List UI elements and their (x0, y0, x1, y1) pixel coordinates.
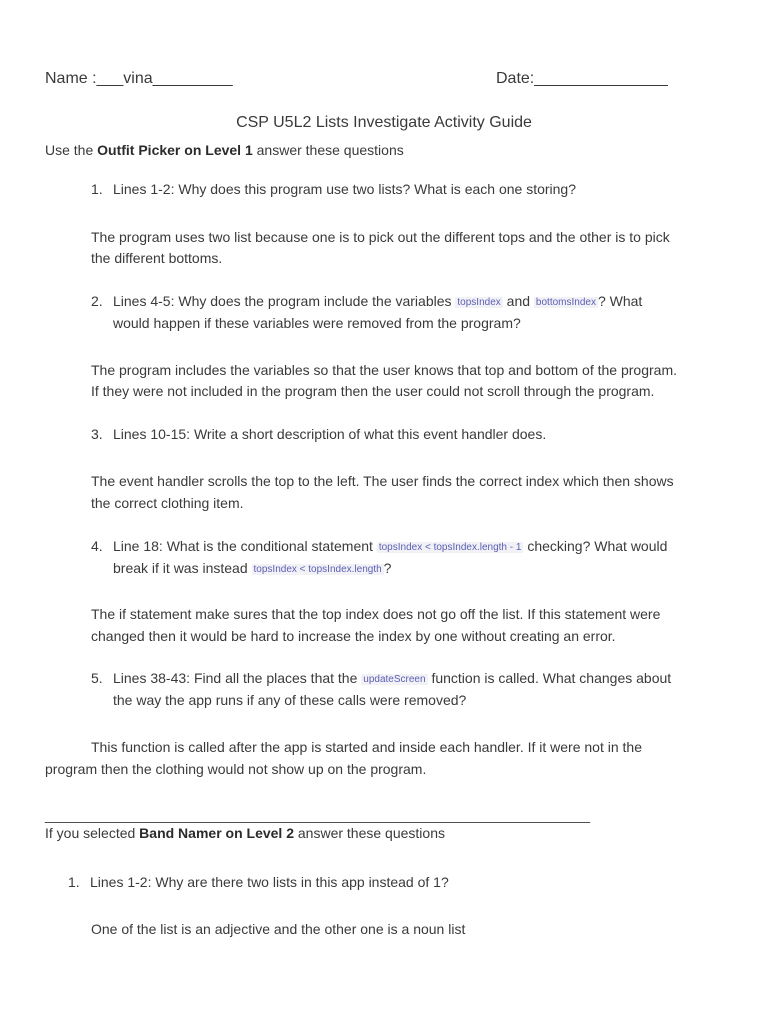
question-2-pre: Lines 4-5: Why does the program include the variables (113, 293, 456, 309)
answer-4-line-1: The if statement make sures that the top index does not go off the list. If this statement were (91, 606, 661, 622)
section1-intro (45, 139, 404, 161)
question-5-number: 5. (91, 670, 103, 686)
question-4-post: checking? What would (523, 538, 668, 554)
question-1-text: Lines 1-2: Why does this program use two lists? What is each one storing? (113, 181, 576, 197)
answer-4-line-2: changed then it would be hard to increase the index by one without creating an error. (91, 628, 616, 644)
question-1-number: 1. (91, 181, 103, 197)
section2-intro (45, 822, 445, 844)
question-4-line-2-post: ? (383, 560, 392, 576)
answer-2-line-2: If they were not included in the program then the user could not scroll through the program. (91, 383, 655, 399)
section1-intro-pre: Use the (45, 142, 98, 158)
section1-intro-post: answer these questions (252, 142, 404, 158)
section-divider: ______________________________________________________________________ (45, 807, 591, 823)
question-2 (91, 290, 642, 314)
code-tops-index: topsIndex (457, 297, 501, 308)
question-2-mid: and (502, 293, 534, 309)
name-field: Name :___vina_________ (45, 70, 233, 87)
question-2-number: 2. (91, 293, 103, 309)
answer-5-line-2: program then the clothing would not show up on the program. (45, 761, 427, 777)
answer-2-line-1: The program includes the variables so that the user knows that top and bottom of the program. (91, 362, 677, 378)
question-2-line-2: would happen if these variables were removed from the program? (113, 315, 521, 331)
question-3-number: 3. (91, 426, 103, 442)
code-bottoms-index: bottomsIndex (535, 297, 596, 308)
section2-intro-post: answer these questions (294, 825, 445, 841)
answer-3-line-2: the correct clothing item. (91, 495, 244, 511)
band-question-1-number: 1. (68, 874, 80, 890)
band-question-1 (68, 871, 449, 893)
question-4-number: 4. (91, 538, 103, 554)
question-5-line-2: the way the app runs if any of these calls were removed? (113, 692, 467, 708)
question-5-pre: Lines 38-43: Find all the places that the (113, 670, 362, 686)
answer-1-line-2: the different bottoms. (91, 250, 223, 266)
question-4-line-2 (113, 557, 391, 581)
section2-intro-bold: Band Namer on Level 2 (139, 825, 294, 841)
question-4-line-2-pre: break if it was instead (113, 560, 252, 576)
answer-1-line-1: The program uses two list because one is to pick out the different tops and the other is to pick (91, 229, 670, 245)
question-5 (91, 667, 671, 691)
answer-5-line-1: This function is called after the app is started and inside each handler. If it were not in the (91, 739, 642, 755)
question-3-text: Lines 10-15: Write a short description of what this event handler does. (113, 426, 547, 442)
answer-3-line-1: The event handler scrolls the top to the left. The user finds the correct index which then shows (91, 473, 674, 489)
code-update-screen: updateScreen (363, 674, 426, 685)
code-conditional-1: topsIndex < topsIndex.length - 1 (378, 542, 522, 553)
question-4 (91, 535, 667, 559)
question-3 (91, 423, 546, 445)
question-5-post: function is called. What changes about (427, 670, 672, 686)
band-answer-1: One of the list is an adjective and the other one is a noun list (91, 921, 466, 937)
date-field: Date:_______________ (496, 70, 668, 87)
question-1 (91, 178, 576, 200)
code-conditional-2: topsIndex < topsIndex.length (253, 564, 382, 575)
question-4-pre: Line 18: What is the conditional statement (113, 538, 377, 554)
section2-intro-pre: If you selected (45, 825, 140, 841)
band-question-1-text: Lines 1-2: Why are there two lists in this app instead of 1? (90, 874, 449, 890)
section1-intro-bold: Outfit Picker on Level 1 (97, 142, 253, 158)
question-2-post: ? What (597, 293, 643, 309)
document-title: CSP U5L2 Lists Investigate Activity Guide (236, 114, 532, 131)
